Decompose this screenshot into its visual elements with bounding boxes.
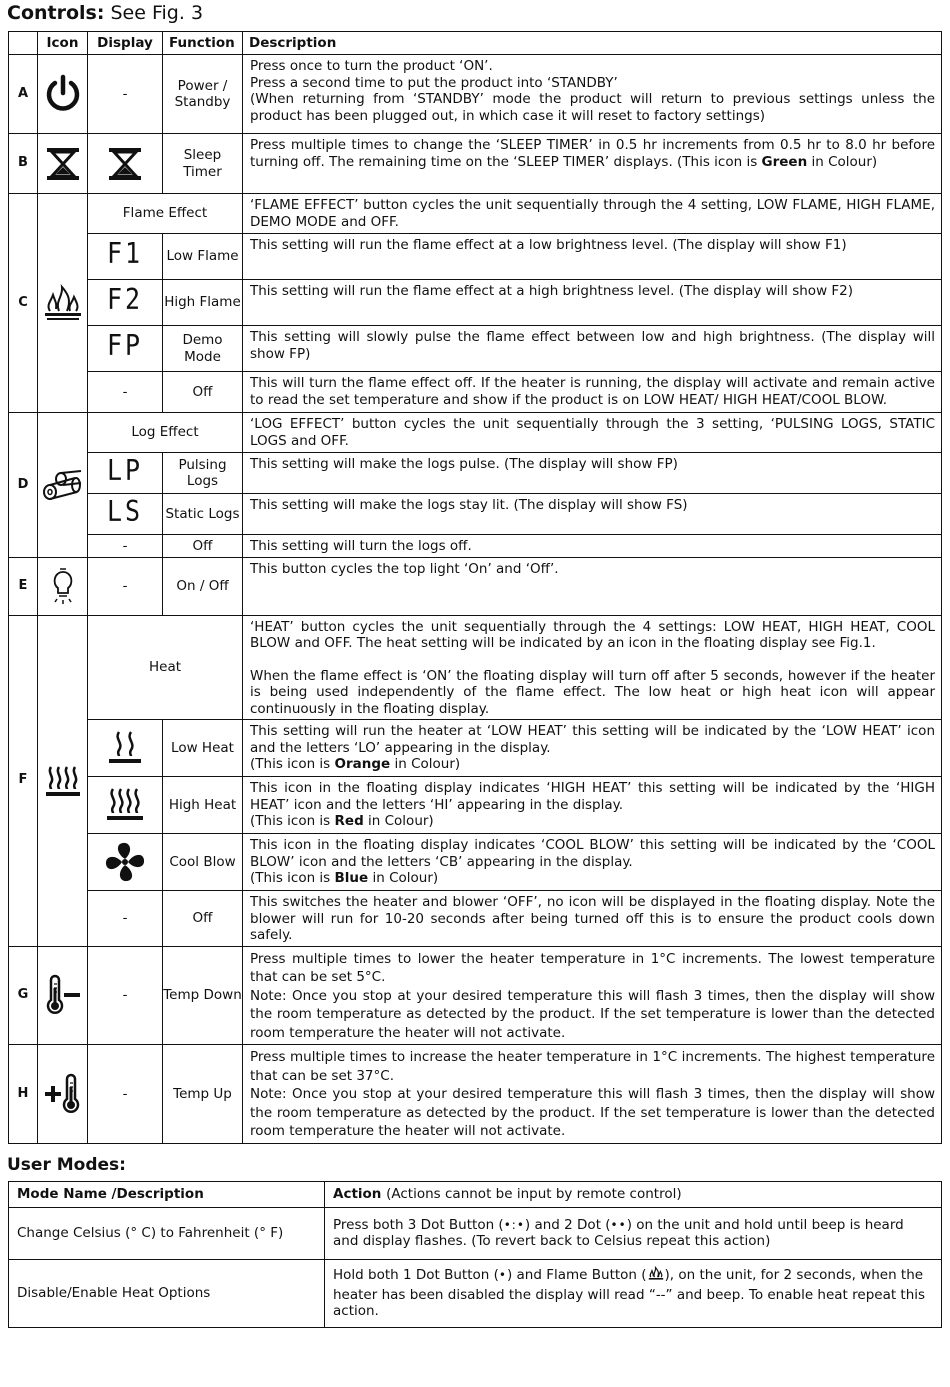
header-action: Action (Actions cannot be input by remote control) [325, 1182, 942, 1208]
row-c-high [9, 280, 942, 326]
low-heat-icon [88, 720, 163, 777]
display-value: F1 [88, 234, 163, 280]
row-letter: E [9, 557, 38, 615]
function-label: Off [163, 535, 243, 558]
hourglass-icon [38, 134, 88, 194]
display-value: - [88, 372, 163, 413]
user-modes-heading: User Modes: [7, 1155, 126, 1175]
header-function: Function [163, 32, 243, 55]
logs-icon [38, 413, 88, 558]
row-f-low [9, 720, 942, 777]
row-b [9, 134, 942, 194]
row-f-cool [9, 834, 942, 891]
row-c-header [9, 194, 942, 234]
description: Press multiple times to lower the heater temperature in 1°C increments. The lowest temperature that can be set 5°C. Note: Once you stop at your desired temperature this will flash 3 times, then the display will show the room temperature as detected by the product. If the set temperature is lower than the detected room temperature the heater will not activate. [243, 946, 942, 1045]
function-label: Log Effect [88, 413, 243, 453]
display-value: - [88, 946, 163, 1045]
hourglass-icon [88, 134, 163, 194]
description: This setting will run the heater at ‘LOW HEAT’ this setting will be indicated by the ‘LOW HEAT’ icon and the letters ‘LO’ appearing in the display. (This icon is Orange in Colour) [243, 720, 942, 777]
mode-name: Change Celsius (° C) to Fahrenheit (° F) [9, 1207, 325, 1259]
controls-heading: Controls: See Fig. 3 [7, 2, 204, 24]
row-letter: D [9, 413, 38, 558]
flame-icon [647, 1266, 665, 1287]
row-d-static [9, 494, 942, 535]
description: This icon in the floating display indicates ‘HIGH HEAT’ this setting will be indicated by the ‘HIGH HEAT’ icon and the letters ‘HI’ appearing in the display. (This icon is Red in Colour) [243, 777, 942, 834]
description: Press multiple times to change the ‘SLEEP TIMER’ in 0.5 hr increments from 0.5 hr to 8.0 hr before turning off. The remaining time on the ‘SLEEP TIMER’ displays. (This icon is Green in Colour) [243, 134, 942, 194]
function-label: Low Flame [163, 234, 243, 280]
one-dot-icon: • [498, 1268, 507, 1283]
row-c-demo [9, 326, 942, 372]
row-h [9, 1045, 942, 1144]
function-label: Power / Standby [163, 55, 243, 134]
description: ‘LOG EFFECT’ button cycles the unit sequentially through the 3 setting, ‘PULSING LOGS, STATIC LOGS and OFF. [243, 413, 942, 453]
display-value: - [88, 1045, 163, 1144]
row-a [9, 55, 942, 134]
description: Press multiple times to increase the heater temperature in 1°C increments. The highest temperature that can be set 37°C. Note: Once you stop at your desired temperature this will flash 3 times, then the display will show the room temperature as detected by the product. If the set temperature is lower than the detected room temperature the heater will not activate. [243, 1045, 942, 1144]
display-value: - [88, 55, 163, 134]
thermometer-minus-icon [38, 946, 88, 1045]
display-value: LS [88, 494, 163, 535]
description: This icon in the floating display indicates ‘COOL BLOW’ this setting will be indicated by the ‘COOL BLOW’ icon and the letters ‘CB’ appearing in the display. (This icon is Blue in Colour) [243, 834, 942, 891]
function-label: Demo Mode [163, 326, 243, 372]
fan-icon [88, 834, 163, 891]
mode-action: Hold both 1 Dot Button (•) and Flame Button ( ), on the unit, for 2 seconds, when the heater has been disabled the display will read “--” and beep. To enable heat repeat this action. [325, 1259, 942, 1327]
controls-table [8, 31, 942, 1144]
description: This setting will run the flame effect at a low brightness level. (The display will show F1) [243, 234, 942, 280]
description: This setting will make the logs stay lit. (The display will show FS) [243, 494, 942, 535]
mode-name: Disable/Enable Heat Options [9, 1259, 325, 1327]
description: This setting will make the logs pulse. (The display will show FP) [243, 453, 942, 494]
function-label: Pulsing Logs [163, 453, 243, 494]
row-letter: A [9, 55, 38, 134]
function-label: On / Off [163, 557, 243, 615]
display-value: F2 [88, 280, 163, 326]
display-value: FP [88, 326, 163, 372]
description: Press once to turn the product ‘ON’. Press a second time to put the product into ‘STANDBY’ (When returning from ‘STANDBY’ mode the product will return to previous settings unless the product has been plugged out, in which case it will reset to factory settings) [243, 55, 942, 134]
user-modes-table [8, 1181, 942, 1328]
row-d-pulsing [9, 453, 942, 494]
three-dot-icon: •:• [503, 1217, 525, 1232]
function-label: Low Heat [163, 720, 243, 777]
flame-icon [38, 194, 88, 413]
description: This setting will slowly pulse the flame effect between low and high brightness. (The display will show FP) [243, 326, 942, 372]
header-display: Display [88, 32, 163, 55]
function-label: Heat [88, 615, 243, 720]
controls-header-row [9, 32, 942, 55]
function-label: Flame Effect [88, 194, 243, 234]
row-letter: H [9, 1045, 38, 1144]
row-c-low [9, 234, 942, 280]
function-label: Off [163, 372, 243, 413]
function-label: Temp Down [163, 946, 243, 1045]
description: This button cycles the top light ‘On’ and ‘Off’. [243, 557, 942, 615]
row-letter: F [9, 615, 38, 946]
row-g [9, 946, 942, 1045]
function-label: Temp Up [163, 1045, 243, 1144]
row-letter: B [9, 134, 38, 194]
header-mode-name: Mode Name /Description [9, 1182, 325, 1208]
row-f-off [9, 891, 942, 947]
function-label: Off [163, 891, 243, 947]
row-letter: C [9, 194, 38, 413]
light-bulb-icon [38, 557, 88, 615]
mode-row-heat [9, 1259, 942, 1327]
display-value: - [88, 891, 163, 947]
mode-row-celsius [9, 1207, 942, 1259]
display-value: - [88, 535, 163, 558]
header-description: Description [243, 32, 942, 55]
heater-icon [38, 615, 88, 946]
description: ‘FLAME EFFECT’ button cycles the unit sequentially through the 4 setting, LOW FLAME, HIGH FLAME, DEMO MODE and OFF. [243, 194, 942, 234]
row-letter: G [9, 946, 38, 1045]
high-heat-icon [88, 777, 163, 834]
header-icon: Icon [38, 32, 88, 55]
row-f-high [9, 777, 942, 834]
modes-header-row [9, 1182, 942, 1208]
function-label: Cool Blow [163, 834, 243, 891]
row-f-header [9, 615, 942, 720]
display-value: LP [88, 453, 163, 494]
description: ‘HEAT’ button cycles the unit sequentially through the 4 settings: LOW HEAT, HIGH HEAT, COOL BLOW and OFF. The heat setting will be indicated by an icon in the floating display see Fig.1. When the flame effect is ‘ON’ the floating display will turn off after 5 seconds, however if the heater is being used independently of the flame effect. The low heat or high heat icon will appear continuously in the floating display. [243, 615, 942, 720]
description: This will turn the flame effect off. If the heater is running, the display will activate and remain active to read the set temperature and show if the product is on LOW HEAT/ HIGH HEAT/COOL BLOW. [243, 372, 942, 413]
mode-action: Press both 3 Dot Button (•:•) and 2 Dot (••) on the unit and hold until beep is heard and display flashes. (To revert back to Celsius repeat this action) [325, 1207, 942, 1259]
two-dot-icon: •• [610, 1217, 627, 1232]
function-label: High Flame [163, 280, 243, 326]
function-label: Static Logs [163, 494, 243, 535]
function-label: Sleep Timer [163, 134, 243, 194]
description: This switches the heater and blower ‘OFF’, no icon will be displayed in the floating display. Note the blower will run for 10-20 seconds after being turned off this is to ensure the product cools down safely. [243, 891, 942, 947]
description: This setting will turn the logs off. [243, 535, 942, 558]
row-e [9, 557, 942, 615]
power-icon [38, 55, 88, 134]
row-c-off [9, 372, 942, 413]
row-d-header [9, 413, 942, 453]
display-value: - [88, 557, 163, 615]
function-label: High Heat [163, 777, 243, 834]
description: This setting will run the flame effect at a high brightness level. (The display will show F2) [243, 280, 942, 326]
row-d-off [9, 535, 942, 558]
thermometer-plus-icon [38, 1045, 88, 1144]
